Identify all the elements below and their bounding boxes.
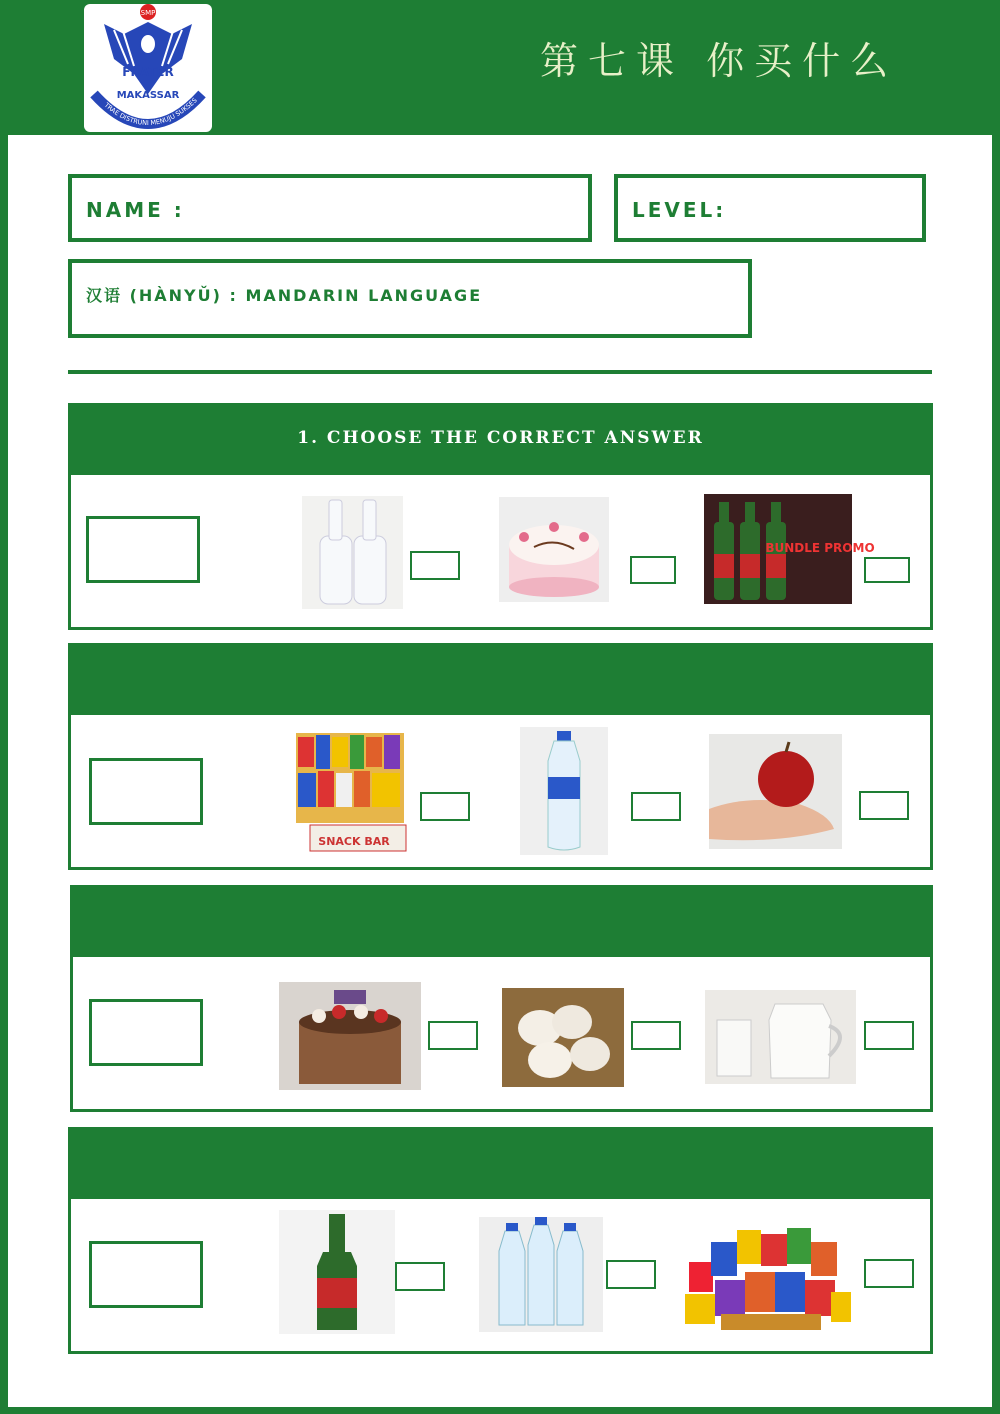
choice-box[interactable] xyxy=(428,1021,478,1050)
choice-box[interactable] xyxy=(859,791,909,820)
logo-badge-text: SMP xyxy=(140,9,156,17)
apple-in-hand-image xyxy=(709,734,842,849)
language-field xyxy=(68,259,752,338)
question-header xyxy=(68,403,933,475)
milk-bottles-image xyxy=(302,496,403,609)
choice-box[interactable] xyxy=(410,551,460,580)
logo-name-text: FRATER xyxy=(122,65,174,79)
question-header xyxy=(70,885,933,957)
level-field[interactable] xyxy=(614,174,926,242)
promo-text: BUNDLE PROMO xyxy=(765,541,875,555)
chocolate-cake-image xyxy=(279,982,421,1090)
choice-box[interactable] xyxy=(864,1259,914,1288)
divider xyxy=(68,370,932,374)
answer-box[interactable] xyxy=(89,999,203,1066)
choice-box[interactable] xyxy=(606,1260,656,1289)
water-bottles-image xyxy=(479,1217,603,1332)
answer-box[interactable] xyxy=(89,758,203,825)
choice-box[interactable] xyxy=(631,1021,681,1050)
snack-bar-box-image xyxy=(290,727,408,855)
page-header xyxy=(0,0,1000,135)
name-label: NAME : xyxy=(86,198,185,222)
question-header xyxy=(68,1127,933,1199)
choice-box[interactable] xyxy=(420,792,470,821)
choice-box[interactable] xyxy=(630,556,676,584)
instruction-text: 1. CHOOSE THE CORRECT ANSWER xyxy=(297,428,704,448)
name-field[interactable] xyxy=(68,174,592,242)
birthday-cake-image xyxy=(499,497,609,602)
mineral-water-bottle-image xyxy=(520,727,608,855)
choice-box[interactable] xyxy=(631,792,681,821)
logo-motto-text: TRAE DISTRUNI MENUJU SUKSES xyxy=(102,96,199,128)
school-logo xyxy=(84,4,212,132)
page-title: 第七课 你买什么 xyxy=(540,39,899,83)
choice-box[interactable] xyxy=(395,1262,445,1291)
choice-box[interactable] xyxy=(864,557,910,583)
snack-bar-text: SNACK BAR xyxy=(318,835,390,848)
logo-city-text: MAKASSAR xyxy=(116,90,180,101)
milk-glass-jug-image xyxy=(705,990,856,1084)
answer-box[interactable] xyxy=(86,516,200,583)
question-header xyxy=(68,643,933,715)
language-label: 汉语 (HÀNYǓ) : MANDARIN LANGUAGE xyxy=(86,286,483,305)
snacks-pile-image xyxy=(681,1222,853,1332)
eggs-image xyxy=(502,988,624,1087)
beer-bottle-image xyxy=(279,1210,395,1334)
beer-bottles-promo-image xyxy=(704,494,875,604)
answer-box[interactable] xyxy=(89,1241,203,1308)
choice-box[interactable] xyxy=(864,1021,914,1050)
level-label: LEVEL: xyxy=(632,198,727,222)
